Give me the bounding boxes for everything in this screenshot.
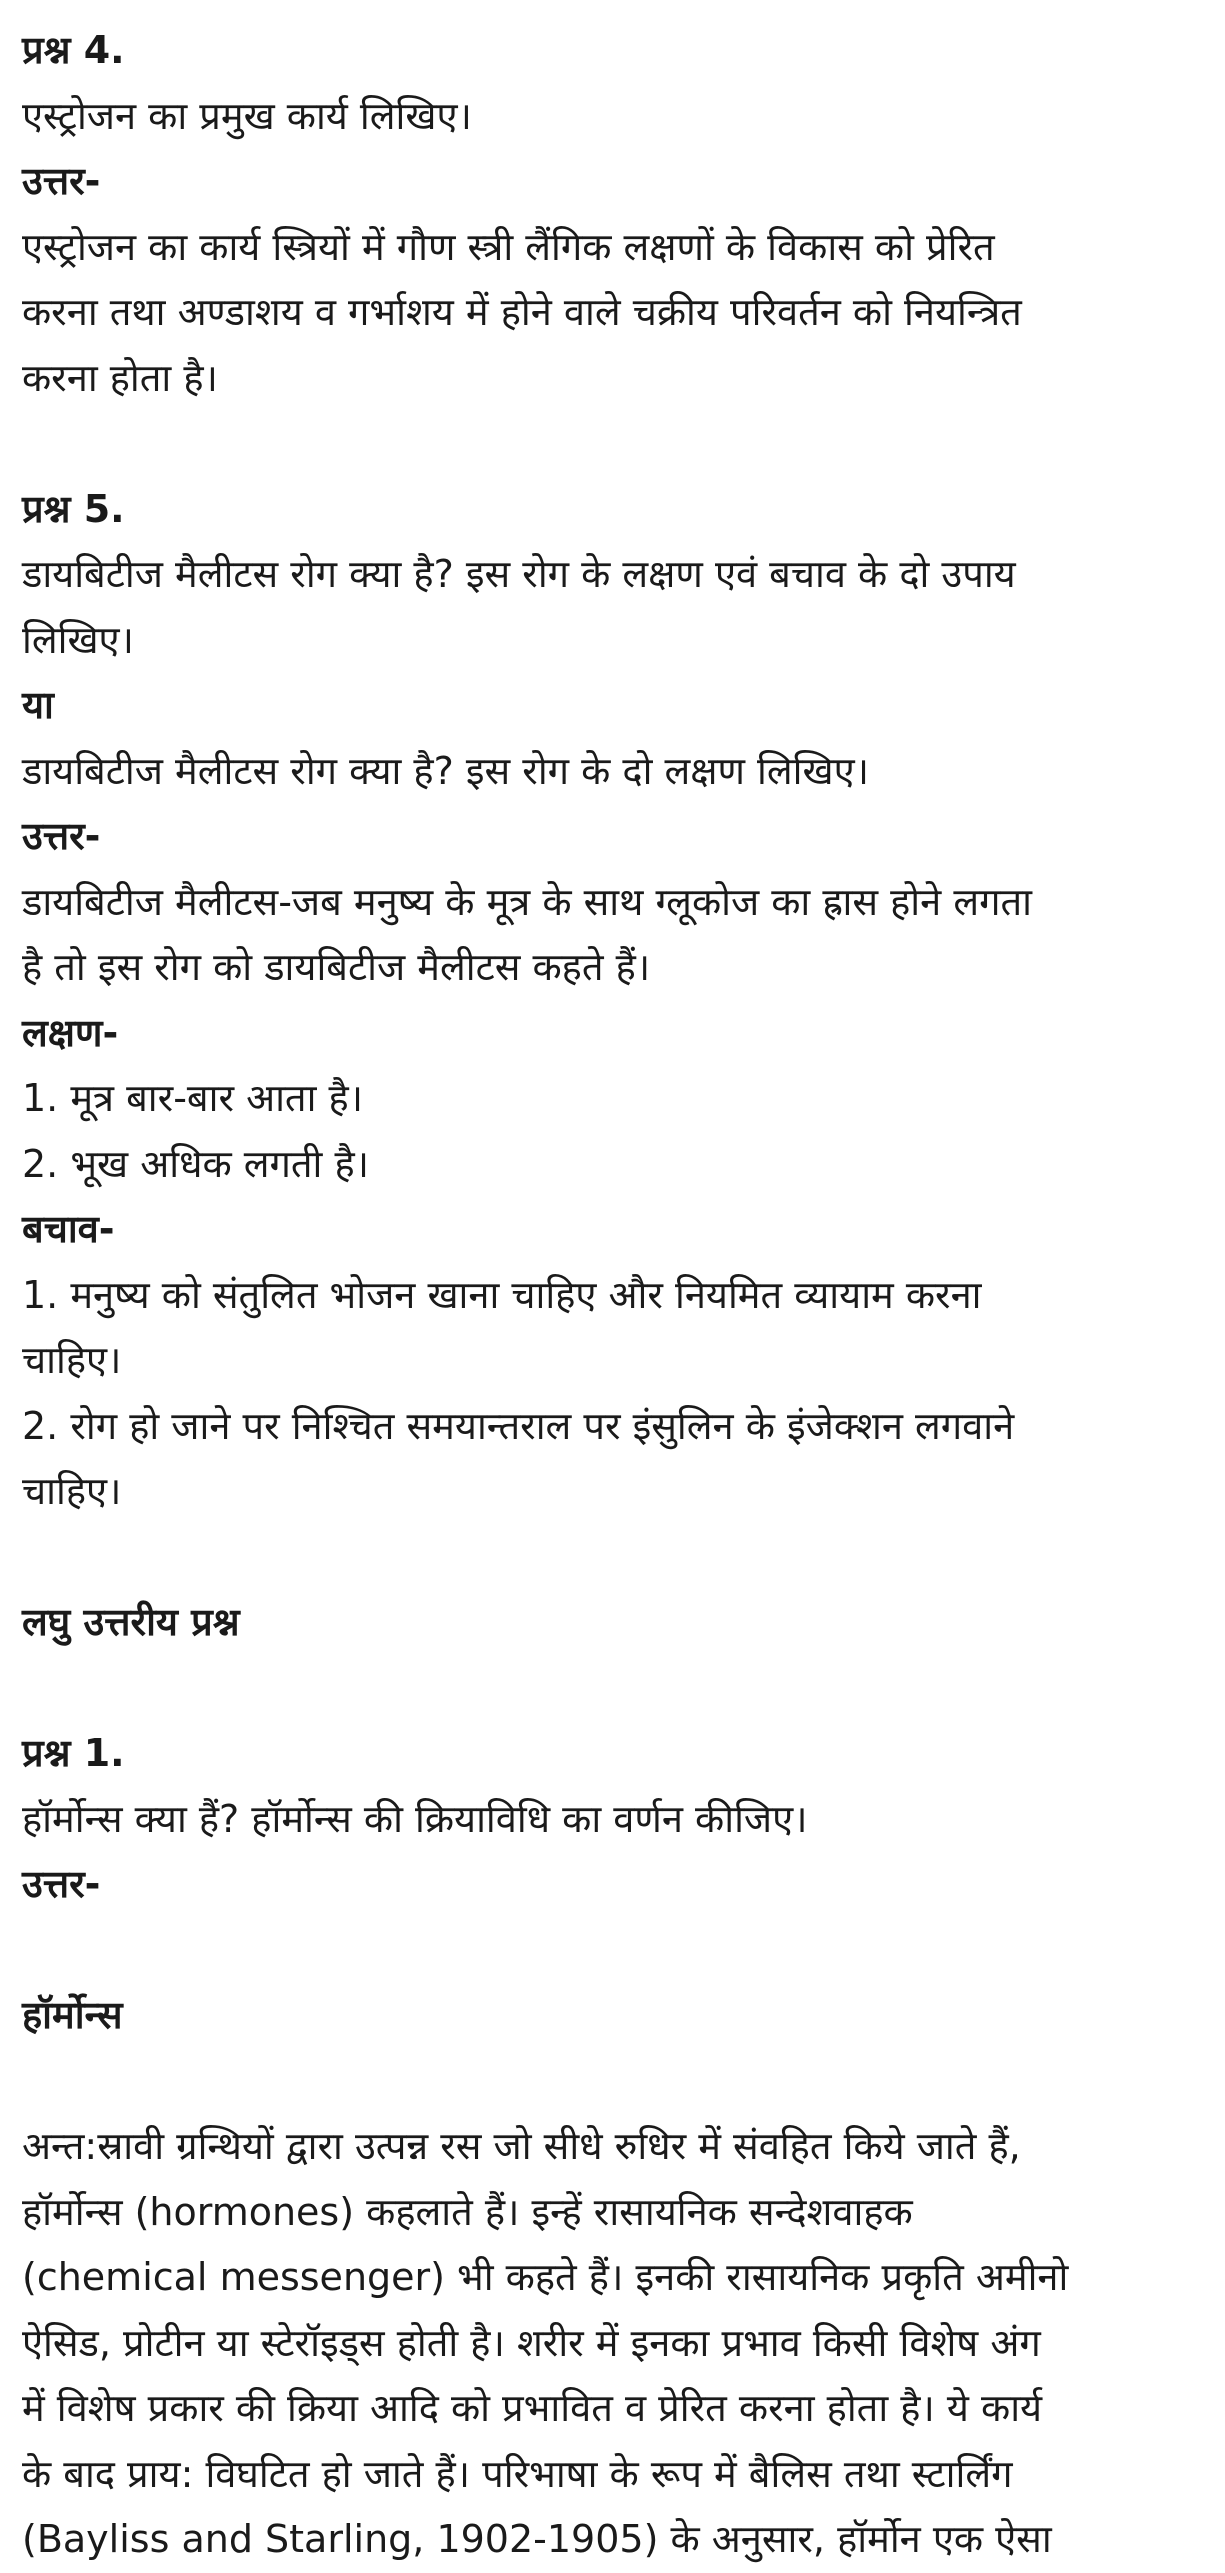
q5-prevention-line: 2. रोग हो जाने पर निश्चित समयान्तराल पर इंसुलिन के इंजेक्शन लगवाने [22, 1403, 1015, 1448]
sq1-paragraph-line: (chemical messenger) भी कहते हैं। इनकी रासायनिक प्रकृति अमीनो [22, 2255, 1069, 2299]
q4-question: एस्ट्रोजन का प्रमुख कार्य लिखिए। [22, 93, 472, 138]
sq1-paragraph-line: हॉर्मोन्स (hormones) कहलाते हैं। इन्हें रासायनिक सन्देशवाहक [22, 2189, 913, 2234]
sq1-question: हॉर्मोन्स क्या हैं? हॉर्मोन्स की क्रियाविधि का वर्णन कीजिए। [22, 1796, 808, 1841]
q5-prevention-label: बचाव- [22, 1207, 115, 1251]
q5-answer-line: है तो इस रोग को डायबिटीज मैलीटस कहते हैं। [22, 945, 651, 989]
sq1-paragraph-line: के बाद प्राय: विघटित हो जाते हैं। परिभाषा के रूप में बैलिस तथा स्टार्लिंग [22, 2451, 1013, 2496]
sq1-paragraph-line: में विशेष प्रकार की क्रिया आदि को प्रभावित व प्रेरित करना होता है। ये कार्य [22, 2386, 1043, 2430]
sq1-paragraph-line: (Bayliss and Starling, 1902-1905) के अनुसार, हॉर्मोन एक ऐसा [22, 2517, 1052, 2561]
spacer [22, 1525, 1202, 1591]
q5-prevention-line: चाहिए। [22, 1469, 122, 1513]
q4-heading: प्रश्न 4. [22, 28, 125, 72]
spacer [22, 411, 1202, 477]
sq1-paragraph-line: ऐसिड, प्रोटीन या स्टेरॉइड्स होती है। शरीर में इनका प्रभाव किसी विशेष अंग [22, 2320, 1041, 2365]
sq1-paragraph-line: अन्त:स्रावी ग्रन्थियों द्वारा उत्पन्न रस जो सीधे रुधिर में संवहित किये जाते हैं, [22, 2124, 1021, 2168]
q5-question-line: डायबिटीज मैलीटस रोग क्या है? इस रोग के लक्षण एवं बचाव के दो उपाय [22, 552, 1016, 596]
section-title: लघु उत्तरीय प्रश्न [22, 1600, 240, 1644]
q5-answer-line: डायबिटीज मैलीटस-जब मनुष्य के मूत्र के साथ ग्लूकोज का ह्रास होने लगता [22, 879, 1032, 924]
spacer [22, 1918, 1202, 1984]
q5-prevention-line: 1. मनुष्य को संतुलित भोजन खाना चाहिए और नियमित व्यायाम करना [22, 1272, 982, 1317]
q5-question-line: लिखिए। [22, 617, 134, 662]
q4-answer-line: करना होता है। [22, 355, 218, 400]
q5-answer-label: उत्तर- [22, 814, 101, 858]
q5-alt-question: डायबिटीज मैलीटस रोग क्या है? इस रोग के दो लक्षण लिखिए। [22, 748, 870, 793]
q5-symptom-item: 2. भूख अधिक लगती है। [22, 1141, 370, 1186]
spacer [22, 2049, 1202, 2115]
q5-prevention-line: चाहिए। [22, 1338, 122, 1382]
sq1-subheading: हॉर्मोन्स [22, 1993, 123, 2037]
q4-answer-line: एस्ट्रोजन का कार्य स्त्रियों में गौण स्त्री लैंगिक लक्षणों के विकास को प्रेरित [22, 224, 995, 269]
sq1-heading: प्रश्न 1. [22, 1731, 125, 1775]
q4-answer-label: उत्तर- [22, 159, 101, 203]
q5-heading: प्रश्न 5. [22, 486, 125, 531]
q5-or-label: या [22, 683, 54, 727]
q5-symptoms-label: लक्षण- [22, 1010, 119, 1055]
spacer [22, 1656, 1202, 1722]
q5-symptom-item: 1. मूत्र बार-बार आता है। [22, 1076, 364, 1120]
document [22, 18, 1202, 2573]
sq1-answer-label: उत्तर- [22, 1862, 101, 1906]
q4-answer-line: करना तथा अण्डाशय व गर्भाशय में होने वाले चक्रीय परिवर्तन को नियन्त्रित [22, 290, 1022, 334]
